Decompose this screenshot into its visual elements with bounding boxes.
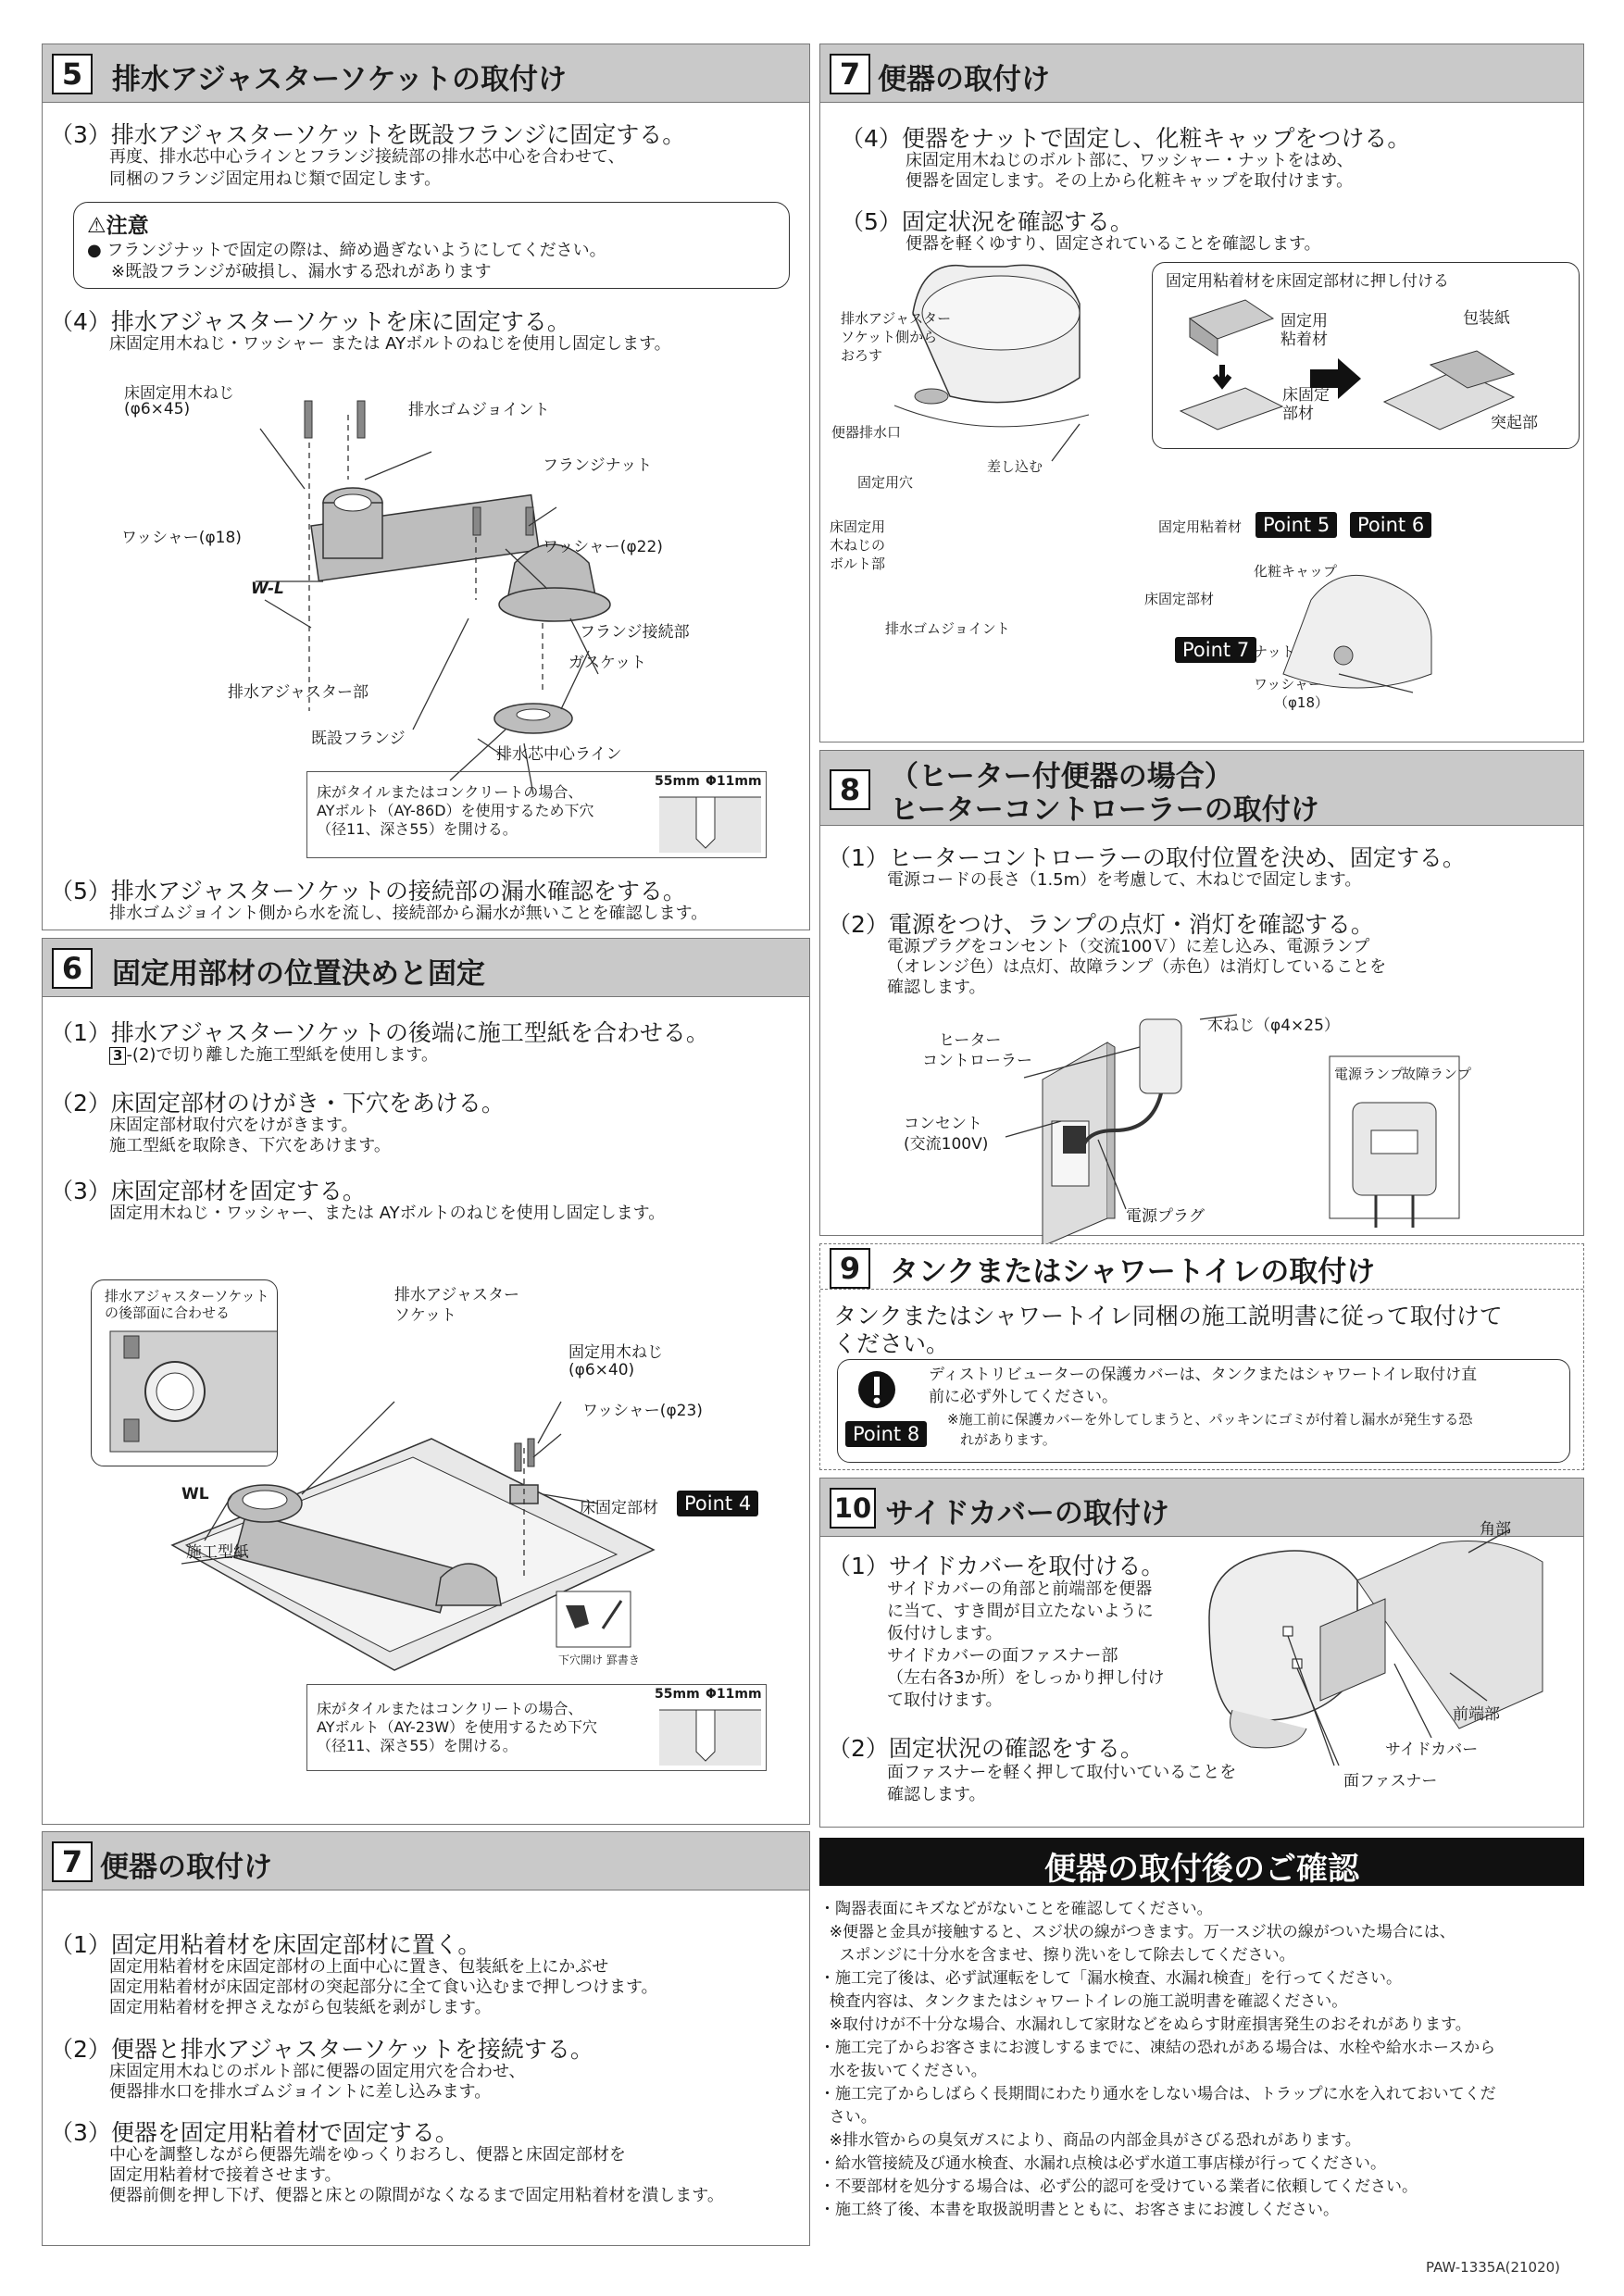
dim-diameter: Φ11mm	[706, 1687, 762, 1702]
step-desc: 電源プラグをコンセント（交流100Ｖ）に差し込み、電源ランプ	[887, 937, 1370, 956]
label-adhesive: 粘着材	[1280, 331, 1328, 349]
step-desc: 面ファスナーを軽く押して取付いていることを	[887, 1763, 1237, 1782]
label-screw: 床固定用木ねじ	[124, 384, 234, 403]
drill-hole-diagram	[659, 792, 761, 853]
label-washer22: ワッシャー(φ22)	[543, 538, 663, 556]
label-screw-size: (φ6×45)	[124, 400, 191, 418]
note-line: ※施工前に保護カバーを外してしまうと、パッキンにゴミが付着し漏水が発生する恐	[947, 1411, 1473, 1428]
label-floor-member: 床固定部材	[580, 1499, 658, 1517]
note-line: 床がタイルまたはコンクリートの場合、	[317, 783, 583, 801]
label-template: 施工型紙	[186, 1543, 249, 1562]
label-drill: 下穴開け 罫書き	[558, 1653, 640, 1666]
step-desc: 便器を軽くゆすり、固定されていることを確認します。	[906, 234, 1321, 254]
document-code: PAW-1335A(21020)	[1426, 2259, 1561, 2276]
dim-diameter: Φ11mm	[706, 774, 762, 789]
step-desc: （オレンジ色）は点灯、故障ランプ（赤色）は消灯していることを	[887, 957, 1387, 977]
section-title: （ヒーター付便器の場合）	[890, 760, 1233, 793]
confirm-line: ・給水管接続及び通水検査、水漏れ点検は必ず水道工事店様が行ってください。	[819, 2154, 1386, 2173]
dim-depth: 55mm	[655, 774, 700, 789]
step-desc: 便器前側を押し下げ、便器と床との隙間がなくなるまで固定用粘着材を潰します。	[109, 2186, 724, 2205]
step-desc: 床固定部材取付穴をけがきます。	[109, 1116, 358, 1135]
confirm-line: さい。	[819, 2108, 877, 2127]
heater-controller-diagram	[820, 751, 1585, 1237]
label-adjuster: 排水アジャスター部	[228, 683, 369, 702]
label-screw-size: (φ6×40)	[568, 1361, 635, 1379]
section-10	[819, 1478, 1584, 1828]
step-desc: 固定用粘着材を押さえながら包装紙を剥がします。	[109, 1998, 492, 2017]
label-washer18: ワッシャー(φ18)	[121, 529, 242, 547]
caution-note: ※既設フランジが破損し、漏水する恐れがあります	[111, 262, 492, 281]
note-line: AYボルト（AY-23W）を使用するため下穴	[317, 1718, 598, 1736]
caution-text: ● フランジナットで固定の際は、締め過ぎないようにしてください。	[87, 241, 606, 260]
label-nut: ナット	[1254, 643, 1295, 660]
section-number: 6	[52, 948, 93, 989]
step-title: （4）排水アジャスターソケットを床に固定する。	[50, 308, 570, 335]
note-line: （径11、深さ55）を開ける。	[317, 820, 518, 838]
label-lower: 排水アジャスター	[841, 310, 952, 327]
step-desc: に当て、すき間が目立たないように	[887, 1602, 1154, 1621]
step-desc: 固定用木ねじ・ワッシャー、または AYボルトのねじを使用し固定します。	[109, 1204, 666, 1223]
label-fastener: 面ファスナー	[1343, 1772, 1438, 1791]
confirm-line: ・施工終了後、本書を取扱説明書とともに、お客さまにお渡しください。	[819, 2201, 1339, 2219]
section-ref-badge: 3	[109, 1047, 126, 1065]
label-front: 前端部	[1453, 1705, 1500, 1724]
step-title: （1）排水アジャスターソケットの後端に施工型紙を合わせる。	[50, 1019, 709, 1046]
point-badge: Point 6	[1350, 512, 1431, 538]
label-cap: 化粧キャップ	[1254, 563, 1338, 580]
exclamation-icon	[856, 1369, 897, 1410]
existing-flange	[494, 704, 572, 733]
step-desc: 確認します。	[887, 978, 986, 997]
label-wrap: 包装紙	[1463, 309, 1510, 328]
callout-title: 固定用粘着材を床固定部材に押し付ける	[1166, 272, 1449, 291]
label-rubber-joint: 排水ゴムジョイント	[408, 401, 550, 419]
step-title: （3）床固定部材を固定する。	[50, 1178, 366, 1204]
confirm-line: 検査内容は、タンクまたはシャワートイレの施工説明書を確認ください。	[819, 1992, 1348, 2011]
label-insert: 差し込む	[987, 458, 1043, 475]
confirm-line: ・陶器表面にキズなどがないことを確認してください。	[819, 1900, 1213, 1918]
drill-hole-diagram	[659, 1705, 761, 1766]
section-title: 固定用部材の位置決めと固定	[112, 957, 485, 991]
section-header	[43, 1832, 809, 1890]
step-desc: 固定用粘着材が床固定部材の突起部分に全て食い込むまで押しつけます。	[109, 1978, 658, 1997]
section-title: 便器の取付け	[878, 63, 1050, 96]
point-badge: Point 8	[845, 1421, 927, 1447]
label-bolt: 床固定用	[830, 518, 886, 535]
section-desc: タンクまたはシャワートイレ同梱の施工説明書に従って取付けて	[833, 1303, 1503, 1329]
note-line: れがあります。	[960, 1431, 1056, 1448]
confirm-line: 水を抜いてください。	[819, 2062, 987, 2080]
label-wl: WL	[181, 1485, 209, 1504]
step-title: （1）ヒーターコントローラーの取付位置を決め、固定する。	[828, 844, 1466, 871]
step-title: （1）サイドカバーを取付ける。	[828, 1553, 1165, 1579]
label-wl: W-L	[251, 580, 284, 598]
label-fault-lamp: 故障ランプ	[1402, 1066, 1472, 1082]
label-outlet: コンセント	[904, 1115, 982, 1133]
note-line: ディストリビューターの保護カバーは、タンクまたはシャワートイレ取付け直	[929, 1366, 1478, 1384]
step-desc: 確認します。	[887, 1785, 986, 1804]
section-title: タンクまたはシャワートイレの取付け	[890, 1255, 1376, 1289]
step-desc: サイドカバーの面ファスナー部	[887, 1646, 1118, 1666]
step-title: （5）排水アジャスターソケットの接続部の漏水確認をする。	[50, 878, 686, 905]
section-title: ヒーターコントローラーの取付け	[890, 793, 1319, 827]
label-adhesive: 固定用	[1280, 312, 1328, 331]
label-protrusion: 突起部	[1491, 414, 1538, 432]
section-header	[820, 1244, 1583, 1290]
step-desc: 床固定用木ねじのボルト部に、ワッシャー・ナットをはめ、	[906, 151, 1354, 170]
step-title: （3）便器を固定用粘着材で固定する。	[50, 2119, 458, 2146]
step-title: （2）電源をつけ、ランプの点灯・消灯を確認する。	[828, 911, 1374, 938]
confirm-line: ※便器と金具が接触すると、スジ状の線がつきます。万一スジ状の線がついた場合には、	[819, 1923, 1455, 1941]
label-gasket: ガスケット	[568, 654, 647, 672]
point-badge: Point 5	[1255, 512, 1337, 538]
label-washer-size: （φ18）	[1274, 694, 1329, 711]
label-washer: ワッシャー	[1254, 676, 1322, 693]
step-desc: 再度、排水芯中心ラインとフランジ接続部の排水芯中心を合わせて、	[109, 147, 625, 167]
section-title: 便器の取付け	[100, 1851, 272, 1884]
label-bolt: ボルト部	[830, 555, 886, 572]
label-socket: ソケット	[394, 1306, 456, 1325]
label-screw: 固定用木ねじ	[568, 1343, 663, 1362]
label-floor-member: 床固定部材	[1144, 591, 1215, 607]
caution-title: ⚠注意	[87, 214, 149, 238]
label-washer: ワッシャー(φ23)	[582, 1402, 703, 1420]
label-outlet: (交流100V)	[904, 1135, 989, 1154]
step-desc: （左右各3か所）をしっかり押し付け	[887, 1668, 1165, 1688]
label-bolt: 木ねじの	[830, 537, 886, 554]
point-badge: Point 7	[1175, 637, 1256, 663]
label-socket: 排水アジャスター	[394, 1286, 519, 1304]
label-floor-member: 床固定	[1282, 386, 1330, 405]
label-outlet: 便器排水口	[831, 424, 902, 441]
dim-depth: 55mm	[655, 1687, 700, 1702]
section-number: 7	[52, 1841, 93, 1882]
section-number: 8	[830, 769, 870, 810]
section-title: サイドカバーの取付け	[885, 1497, 1169, 1530]
confirm-line: ・施工完了後は、必ず試運転をして「漏水検査、水漏れ検査」を行ってください。	[819, 1969, 1402, 1988]
label-lower: おろす	[841, 347, 883, 364]
note-line: 床がタイルまたはコンクリートの場合、	[317, 1700, 583, 1717]
step-desc: 中心を調整しながら便器先端をゆっくりおろし、便器と床固定部材を	[109, 2145, 626, 2165]
label-power-lamp: 電源ランプ	[1334, 1066, 1405, 1082]
section-desc: ください。	[833, 1330, 950, 1357]
step-desc: サイドカバーの角部と前端部を便器	[887, 1579, 1153, 1599]
step-desc: 施工型紙を取除き、下穴をあけます。	[109, 1136, 391, 1155]
step-desc: 仮付けします。	[887, 1624, 1003, 1643]
step-desc: 固定用粘着材を床固定部材の上面中心に置き、包装紙を上にかぶせ	[109, 1957, 609, 1977]
step-title: （3）排水アジャスターソケットを既設フランジに固定する。	[50, 121, 686, 148]
inset-label: の後部面に合わせる	[105, 1304, 231, 1321]
confirm-line: ・施工完了からお客さまにお渡しするまでに、凍結の恐れがある場合は、水栓や給水ホースから	[819, 2039, 1496, 2057]
label-corner: 角部	[1480, 1520, 1511, 1539]
step-title: （4）便器をナットで固定し、化粧キャップをつける。	[841, 125, 1411, 152]
step-title: （2）便器と排水アジャスターソケットを接続する。	[50, 2036, 593, 2063]
step-desc-text: -(2)で切り離した施工型紙を使用します。	[126, 1045, 438, 1065]
section-7-steps-4-5	[819, 44, 1584, 742]
label-adhesive-full: 固定用粘着材	[1158, 518, 1243, 535]
note-box	[306, 771, 767, 858]
confirm-line: ※取付けが不十分な場合、水漏れして家財などをぬらす財産損害発生のおそれがあります。	[819, 2015, 1471, 2034]
note-line: AYボルト（AY-86D）を使用するため下穴	[317, 802, 594, 819]
confirm-title: 便器の取付後のご確認	[1044, 1851, 1359, 1888]
confirm-line: ・不要部材を処分する場合は、必ず公的認可を受けている業者に依頼してください。	[819, 2177, 1418, 2196]
step-desc: 床固定用木ねじ・ワッシャー または AYボルトのねじを使用し固定します。	[109, 334, 671, 354]
label-floor-member: 部材	[1282, 405, 1314, 423]
label-center-line: 排水芯中心ライン	[496, 745, 622, 764]
point-badge: Point 4	[677, 1491, 758, 1516]
label-hole: 固定用穴	[857, 474, 914, 491]
step-desc: 便器排水口を排水ゴムジョイントに差し込みます。	[109, 2082, 492, 2102]
section-title: 排水アジャスターソケットの取付け	[112, 63, 568, 96]
label-flange-nut: フランジナット	[543, 456, 653, 475]
label-rubber-joint: 排水ゴムジョイント	[885, 620, 1010, 637]
section-5	[42, 44, 810, 930]
confirm-line: スポンジに十分水を含ませ、擦り洗いをして除去してください。	[819, 1946, 1295, 1965]
step-title: （2）床固定部材のけがき・下穴をあける。	[50, 1090, 505, 1117]
note-box	[306, 1684, 767, 1771]
step-title: （1）固定用粘着材を床固定部材に置く。	[50, 1931, 481, 1958]
step-desc: 便器を固定します。その上から化粧キャップを取付けます。	[906, 171, 1354, 191]
label-screw: 木ねじ（φ4×25）	[1207, 1017, 1340, 1035]
step-desc: 固定用粘着材で接着させます。	[109, 2165, 342, 2185]
note-line: 前に必ず外してください。	[929, 1388, 1118, 1406]
section-number: 5	[52, 54, 93, 94]
label-heater: コントローラー	[922, 1052, 1032, 1070]
note-line: （径11、深さ55）を開ける。	[317, 1737, 518, 1754]
step-title: （2）固定状況の確認をする。	[828, 1735, 1143, 1762]
side-cover-diagram	[820, 1479, 1585, 1828]
note-box	[837, 1359, 1570, 1463]
label-existing-flange: 既設フランジ	[311, 730, 406, 748]
section-8	[819, 750, 1584, 1236]
step-desc: 排水ゴムジョイント側から水を流し、接続部から漏水が無いことを確認します。	[109, 904, 708, 923]
label-lower: ソケット側から	[841, 329, 938, 345]
confirm-list	[819, 1898, 1584, 2222]
step-desc: て取付けます。	[887, 1691, 1003, 1710]
step-desc: 同梱のフランジ固定用ねじ類で固定します。	[109, 169, 442, 189]
label-flange-connection: フランジ接続部	[580, 623, 690, 642]
confirm-line: ※排水管からの臭気ガスにより、商品の内部金具がさびる恐れがあります。	[819, 2131, 1361, 2150]
label-heater: ヒーター	[939, 1031, 1002, 1050]
step-desc: 電源コードの長さ（1.5m）を考慮して、木ねじで固定します。	[887, 870, 1362, 890]
step-desc: 床固定用木ねじのボルト部に便器の固定用穴を合わせ、	[109, 2062, 526, 2081]
section-9	[819, 1243, 1584, 1470]
step-title: （5）固定状況を確認する。	[841, 208, 1133, 235]
inset-label: 排水アジャスターソケット	[105, 1288, 269, 1304]
confirm-banner	[819, 1838, 1584, 1886]
section-number: 9	[830, 1248, 870, 1289]
confirm-line: ・施工完了からしばらく長期間にわたり通水をしない場合は、トラップに水を入れておいてくだ	[819, 2085, 1496, 2103]
label-side-cover: サイドカバー	[1385, 1741, 1479, 1759]
section-6	[42, 938, 810, 1825]
section-number: 7	[830, 54, 870, 94]
label-plug: 電源プラグ	[1126, 1207, 1205, 1226]
section-number: 10	[830, 1488, 876, 1529]
section-7-steps-1-3	[42, 1831, 810, 2246]
